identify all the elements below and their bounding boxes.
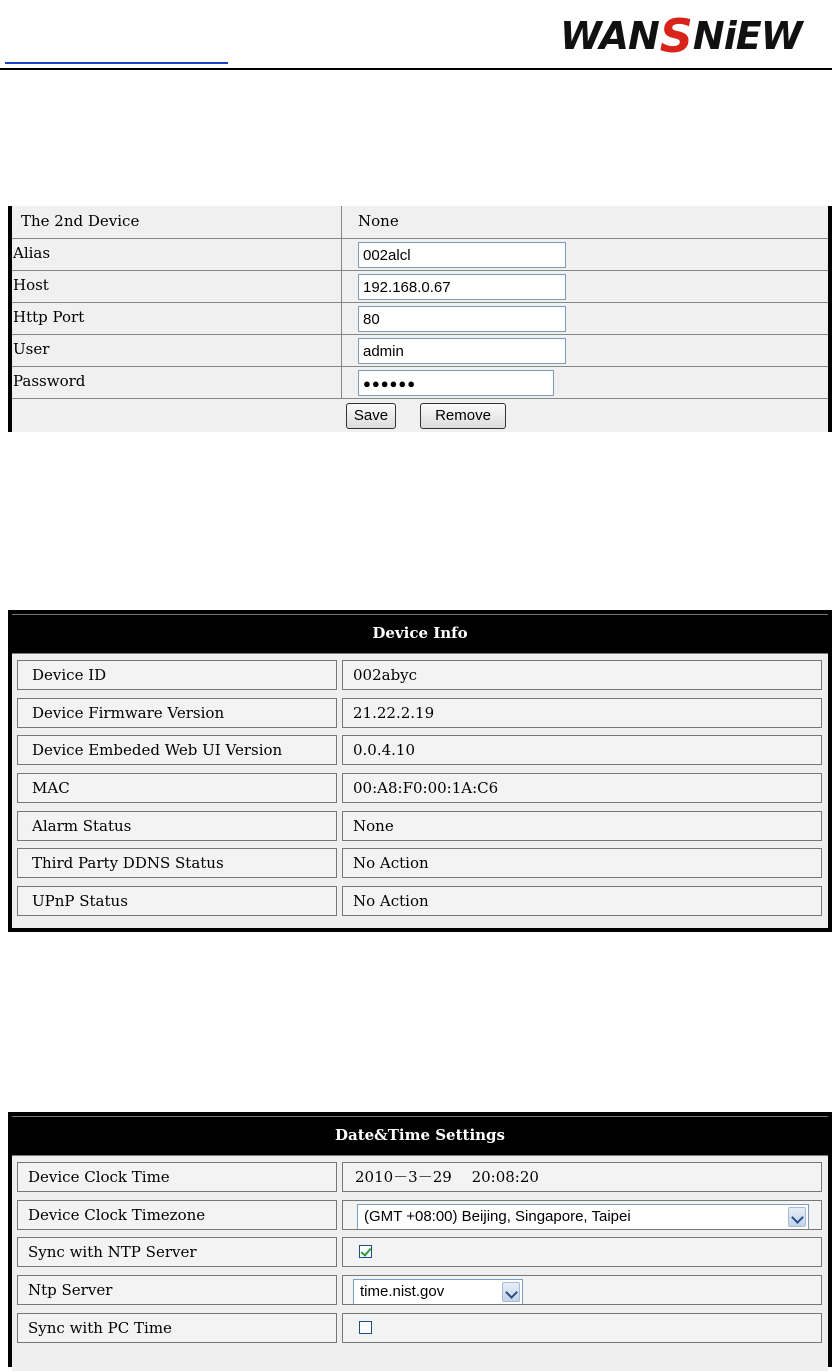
mac-label: MAC [17,773,337,803]
datetime-body [12,1156,828,1371]
clock-time-label: Device Clock Time [17,1162,337,1192]
info-row-alarm [12,807,828,845]
info-row-firmware [12,694,828,732]
second-device-value: None [358,212,399,230]
device-info-panel [8,610,832,932]
device-id-label: Device ID [17,660,337,690]
timezone-select[interactable] [357,1204,809,1230]
header-link-underline[interactable] [5,62,228,64]
save-button[interactable]: Save [346,403,396,429]
ntp-sync-checkbox[interactable] [359,1245,372,1258]
user-label: User [12,334,342,366]
webui-version-value: 0.0.4.10 [342,735,822,765]
header-rule [0,68,832,70]
device-id-value: 002abyc [342,660,822,690]
password-value-cell [348,366,828,398]
webui-version-label: Device Embeded Web UI Version [17,735,337,765]
logo-text-niew: NiEW [692,14,802,58]
firmware-version-label: Device Firmware Version [17,698,337,728]
ddns-status-value: No Action [342,848,822,878]
password-label: Password [12,366,342,398]
dt-row-ntp-sync [12,1233,828,1271]
info-row-mac [12,769,828,807]
user-value-cell [348,334,828,366]
info-row-ddns [12,844,828,882]
row-http-port [12,302,828,335]
host-label: Host [12,270,342,302]
host-value-cell [348,270,828,302]
timezone-select-value: (GMT +08:00) Beijing, Singapore, Taipei [364,1207,631,1225]
row-host [12,270,828,303]
second-device-label: The 2nd Device [12,206,342,238]
row-password [12,366,828,399]
firmware-version-value: 21.22.2.19 [342,698,822,728]
upnp-status-label: UPnP Status [17,886,337,916]
dt-row-ntp-server [12,1271,828,1309]
ddns-status-label: Third Party DDNS Status [17,848,337,878]
password-input[interactable] [358,370,554,396]
ntp-sync-cell [342,1237,822,1267]
pc-sync-checkbox[interactable] [359,1321,372,1334]
upnp-status-value: No Action [342,886,822,916]
datetime-panel [8,1112,832,1367]
ntp-server-select[interactable] [353,1279,523,1305]
ntp-server-select-value: time.nist.gov [360,1283,445,1301]
alias-label: Alias [12,238,342,270]
http-port-input[interactable] [358,306,566,332]
info-row-device-id [12,656,828,694]
chevron-down-icon[interactable] [788,1207,806,1227]
host-input[interactable] [358,274,566,300]
mac-value: 00:A8:F0:00:1A:C6 [342,773,822,803]
http-port-value-cell [348,302,828,334]
http-port-label: Http Port [12,302,342,334]
user-input[interactable] [358,338,566,364]
datetime-title: Date&Time Settings [12,1116,828,1156]
pc-sync-cell [342,1313,822,1343]
alarm-status-value: None [342,811,822,841]
timezone-cell [342,1200,822,1230]
second-device-value-cell [348,206,828,238]
ntp-sync-label: Sync with NTP Server [17,1237,337,1267]
dt-row-pc-sync [12,1309,828,1347]
ntp-server-label: Ntp Server [17,1275,337,1305]
dt-row-clock [12,1158,828,1196]
timezone-label: Device Clock Timezone [17,1200,337,1230]
alias-input[interactable] [358,242,566,268]
pc-sync-label: Sync with PC Time [17,1313,337,1343]
logo-text-wan: WAN [560,14,659,58]
remove-button[interactable]: Remove [420,403,506,429]
clock-time-value: 2010－3－29 20:08:20 [342,1162,822,1192]
second-device-panel [8,206,832,432]
brand-logo [560,10,802,62]
logo-text-s: S [659,9,692,63]
device-info-body [12,654,828,928]
row-user [12,334,828,367]
alarm-status-label: Alarm Status [17,811,337,841]
row-alias [12,238,828,271]
chevron-down-icon[interactable] [502,1282,520,1302]
info-row-webui [12,731,828,769]
device-info-title: Device Info [12,614,828,654]
info-row-upnp [12,882,828,920]
alias-value-cell [348,238,828,270]
ntp-server-cell [342,1275,822,1305]
dt-row-timezone [12,1196,828,1234]
row-second-device [12,206,828,239]
